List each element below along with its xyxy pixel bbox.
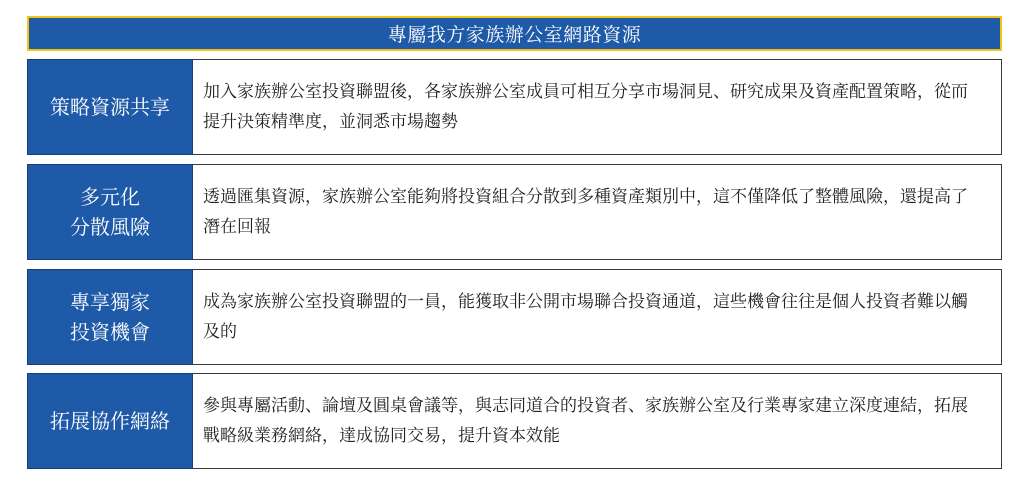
- row-label: 策略資源共享: [27, 59, 193, 155]
- row-label: 專享獨家 投資機會: [27, 269, 193, 365]
- row-label: 多元化 分散風險: [27, 164, 193, 260]
- row-exclusive-opportunities: [27, 269, 1002, 365]
- row-description: [193, 164, 1002, 260]
- row-description-text: 加入家族辦公室投資聯盟後，各家族辦公室成員可相互分享市場洞見、研究成果及資產配置策略，從而提升決策精準度，並洞悉市場趨勢: [203, 82, 968, 132]
- row-label: 拓展協作網絡: [27, 373, 193, 469]
- row-strategy-sharing: [27, 59, 1002, 155]
- row-description-text: 透過匯集資源，家族辦公室能夠將投資組合分散到多種資產類別中，這不僅降低了整體風險，還提高了潛在回報: [203, 187, 968, 237]
- row-collaboration-network: [27, 373, 1002, 469]
- row-diversify-risk: [27, 164, 1002, 260]
- row-description: [193, 373, 1002, 469]
- row-description-text: 參與專屬活動、論壇及圓桌會議等，與志同道合的投資者、家族辦公室及行業專家建立深度連結，拓展戰略級業務網絡，達成協同交易，提升資本效能: [203, 396, 968, 446]
- row-description-text: 成為家族辦公室投資聯盟的一員，能獲取非公開市場聯合投資通道，這些機會往往是個人投資者難以觸及的: [203, 292, 968, 342]
- row-description: [193, 59, 1002, 155]
- row-description: [193, 269, 1002, 365]
- page-title: 專屬我方家族辦公室網路資源: [27, 16, 1002, 51]
